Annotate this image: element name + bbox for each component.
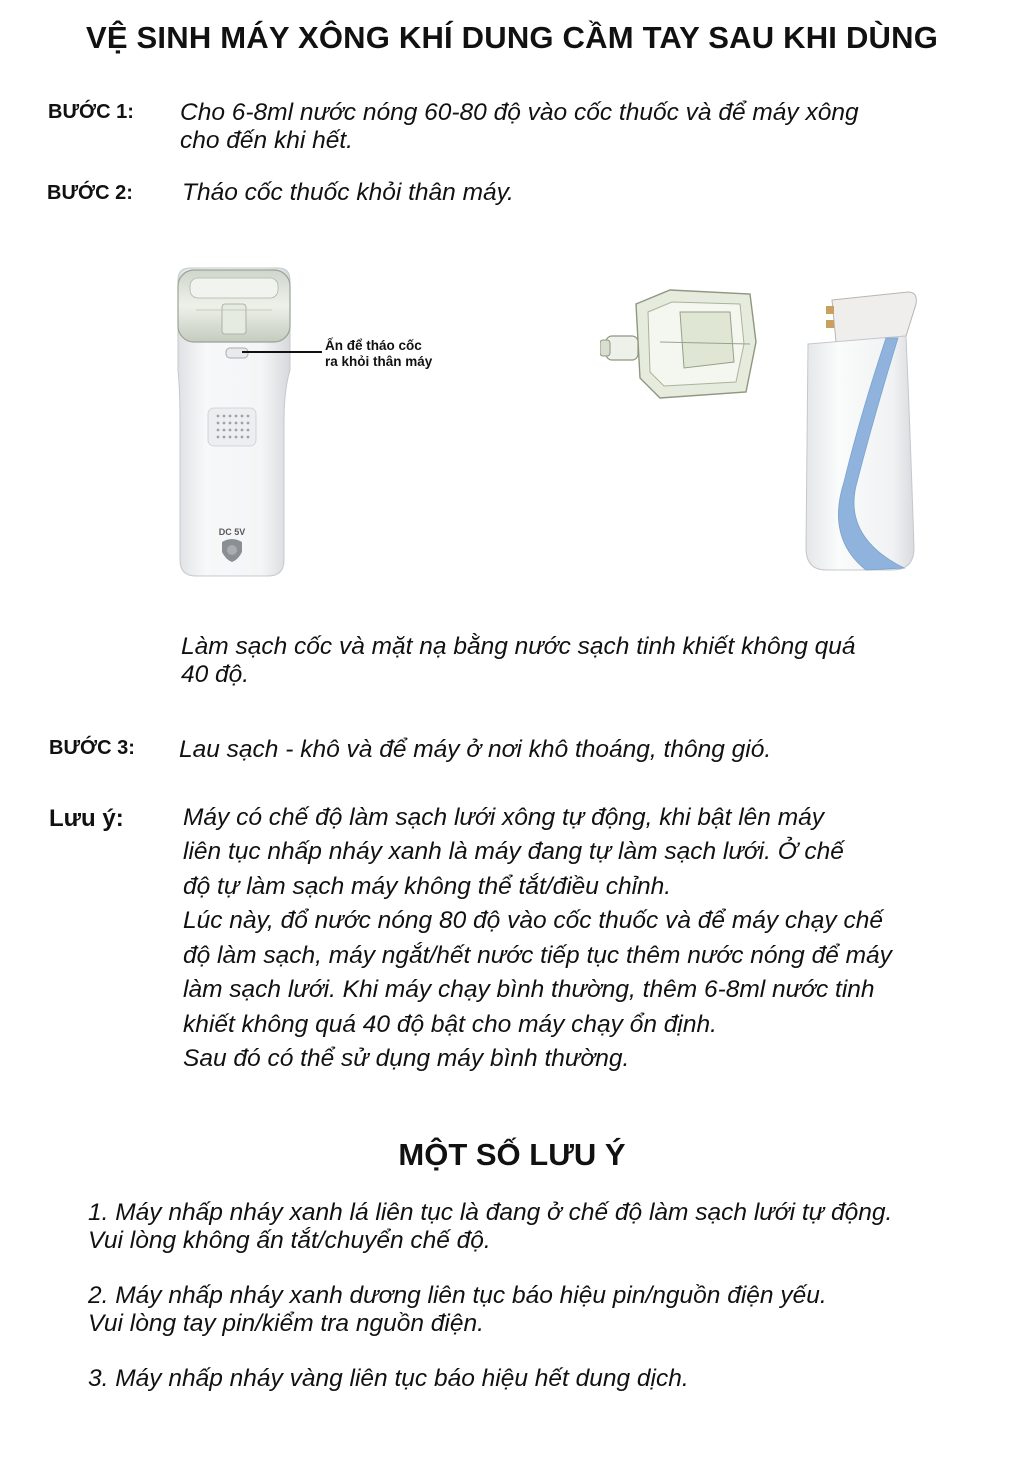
tips-title: MỘT SỐ LƯU Ý <box>398 1137 626 1172</box>
note-line: Lúc này, đổ nước nóng 80 độ vào cốc thuốc và để máy chạy chế <box>183 907 883 934</box>
nebulizer-device-image <box>160 260 320 590</box>
note-line: Máy có chế độ làm sạch lưới xông tự động, khi bật lên máy <box>183 804 824 831</box>
clean-line-1: Làm sạch cốc và mặt nạ bằng nước sạch tinh khiết không quá <box>181 633 856 660</box>
step-1-line-1: Cho 6-8ml nước nóng 60-80 độ vào cốc thuốc và để máy xông <box>180 99 859 126</box>
step-1-label: BƯỚC 1: <box>48 101 134 123</box>
tip-1-line-1: 1. Máy nhấp nháy xanh lá liên tục là đang ở chế độ làm sạch lưới tự động. <box>88 1199 893 1226</box>
note-label: Lưu ý: <box>49 805 124 832</box>
note-line: làm sạch lưới. Khi máy chạy bình thường, thêm 6-8ml nước tinh <box>183 976 875 1003</box>
tip-2-line-1: 2. Máy nhấp nháy xanh dương liên tục báo hiệu pin/nguồn điện yếu. <box>88 1282 827 1309</box>
note-line: độ làm sạch, máy ngắt/hết nước tiếp tục thêm nước nóng để máy <box>183 942 892 969</box>
step-2-text: Tháo cốc thuốc khỏi thân máy. <box>182 179 514 206</box>
tip-2-line-2: Vui lòng tay pin/kiểm tra nguồn điện. <box>88 1310 484 1337</box>
clean-instruction <box>181 633 856 689</box>
callout-line-1: Ấn để tháo cốc <box>325 338 422 353</box>
medicine-cup-image <box>600 282 770 402</box>
page-title: VỆ SINH MÁY XÔNG KHÍ DUNG CẦM TAY SAU KHI DÙNG <box>85 20 939 55</box>
note-line: liên tục nhấp nháy xanh là máy đang tự làm sạch lưới. Ở chế <box>183 838 844 865</box>
release-button-callout <box>325 338 465 370</box>
tip-3-line-1: 3. Máy nhấp nháy vàng liên tục báo hiệu hết dung dịch. <box>88 1365 689 1392</box>
port-label: DC 5V <box>218 527 246 537</box>
note-line: độ tự làm sạch máy không thể tắt/điều chỉnh. <box>183 873 672 900</box>
step-3-text: Lau sạch - khô và để máy ở nơi khô thoáng, thông gió. <box>179 736 772 763</box>
callout-leader-line <box>242 351 322 353</box>
clean-line-2: 40 độ. <box>181 661 250 688</box>
callout-line-2: ra khỏi thân máy <box>325 354 433 369</box>
note-line: Sau đó có thể sử dụng máy bình thường. <box>183 1045 630 1072</box>
note-line: khiết không quá 40 độ bật cho máy chạy ổn định. <box>183 1011 717 1038</box>
step-2-label: BƯỚC 2: <box>47 182 133 204</box>
tip-item <box>88 1199 892 1255</box>
step-1-line-2: cho đến khi hết. <box>180 127 353 154</box>
step-3-label: BƯỚC 3: <box>49 737 135 759</box>
tip-item <box>88 1282 827 1338</box>
device-body-image <box>796 286 920 576</box>
tip-1-line-2: Vui lòng không ấn tắt/chuyển chế độ. <box>88 1227 491 1254</box>
step-1-text <box>180 99 859 155</box>
tip-item <box>88 1365 689 1393</box>
